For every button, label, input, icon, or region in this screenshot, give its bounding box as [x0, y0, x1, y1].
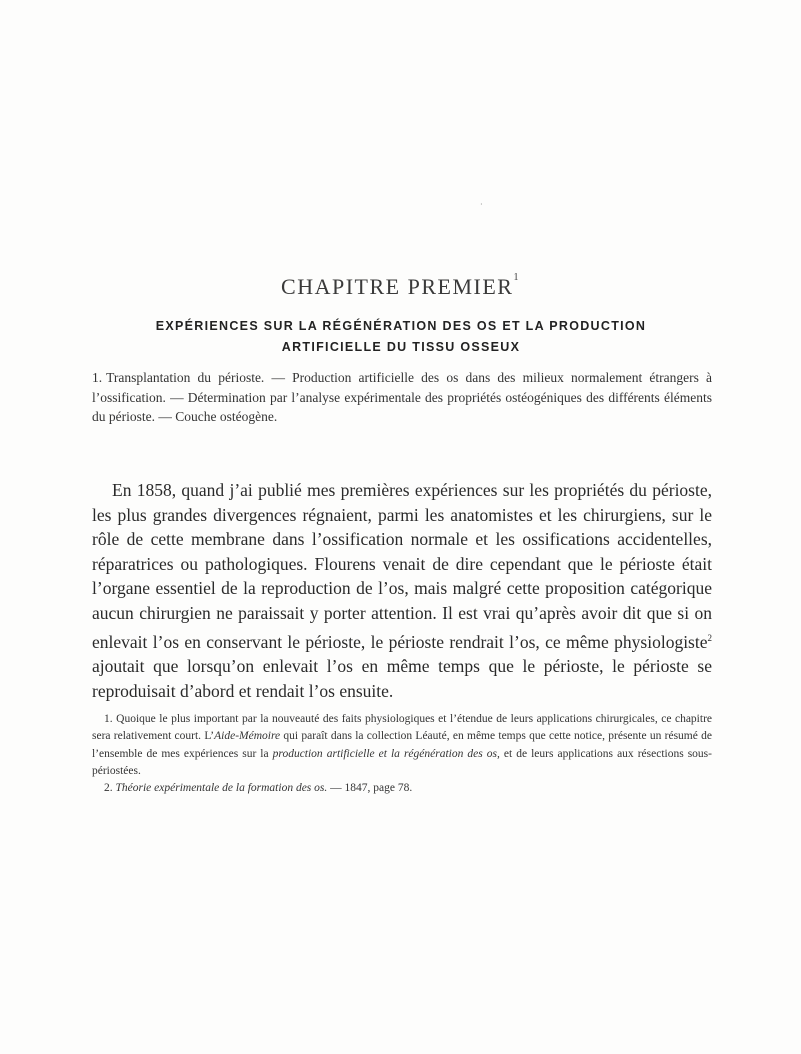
body-paragraph [92, 478, 712, 703]
chapter-footnote-ref[interactable]: 1 [513, 272, 520, 283]
footnote-1 [92, 711, 712, 780]
page-speck: · [480, 200, 483, 209]
chapter-subtitle-line2: ARTIFICIELLE DU TISSU OSSEUX [281, 340, 521, 354]
chapter-subtitle [60, 316, 742, 358]
footnote-1-italic-title: Aide-Mémoire [214, 730, 281, 743]
chapter-subtitle-line1: EXPÉRIENCES SUR LA RÉGÉNÉRATION DES OS ET LA PRODUCTION [155, 319, 647, 333]
section-summary [92, 368, 712, 427]
footnote-1-text-c: et de leurs applications aux résections sous-périostées. [92, 747, 712, 777]
section-number: 1. [92, 370, 103, 385]
body-text-part2: ajoutait que lorsqu’on enlevait l’os en même temps que le périoste, le périoste se reproduisait d’abord et rendait l’os ensuite. [92, 655, 712, 701]
footnote-1-italic-subject: production artificielle et la régénération des os, [272, 747, 500, 760]
footnote-1-text-a: 1. Quoique le plus important par la nouveauté des faits physiologiques et l’étendue de leurs applications chirurgicales, ce chapitre sera relativement court. L’ [92, 713, 712, 743]
footnote-2-number: 2. [104, 782, 116, 795]
chapter-title-text: CHAPITRE PREMIER [281, 274, 514, 299]
footnote-2-text: — 1847, page 78. [327, 782, 413, 795]
section-summary-text: Transplantation du périoste. — Production artificielle des os dans des milieux normalement étrangers à l’ossification. — Détermination par l’analyse expérimentale des propriétés ostéogéniques des différents éléments du périoste. — Couche ostéogène. [92, 370, 712, 424]
body-footnote-ref[interactable]: 2 [707, 632, 712, 643]
body-text-part1: En 1858, quand j’ai publié mes premières expériences sur les propriétés du périoste, les plus grandes divergences régnaient, parmi les anatomistes et les chirurgiens, sur le rôle de cette membrane dans l’ossification normale et les ossifications accidentelles, réparatrices ou pathologiques. Flourens venait de dire cependant que le périoste était l’organe essentiel de la reproduction de l’os, mais malgré cette proposition catégorique aucun chirurgien ne paraissait y porter attention. Il est vrai qu’après avoir dit que si on enlevait l’os en conservant le périoste, le périoste rendrait l’os, ce même physiologiste [92, 480, 712, 652]
footnote-1-text-b: qui paraît dans la collection Léauté, en même temps que cette notice, présente un résumé de l’ensemble de mes expériences sur la [92, 730, 712, 760]
footnote-2 [92, 780, 712, 797]
chapter-title [0, 274, 801, 300]
footnote-2-italic-title: Théorie expérimentale de la formation des os. [115, 782, 328, 795]
footnotes [92, 711, 712, 797]
